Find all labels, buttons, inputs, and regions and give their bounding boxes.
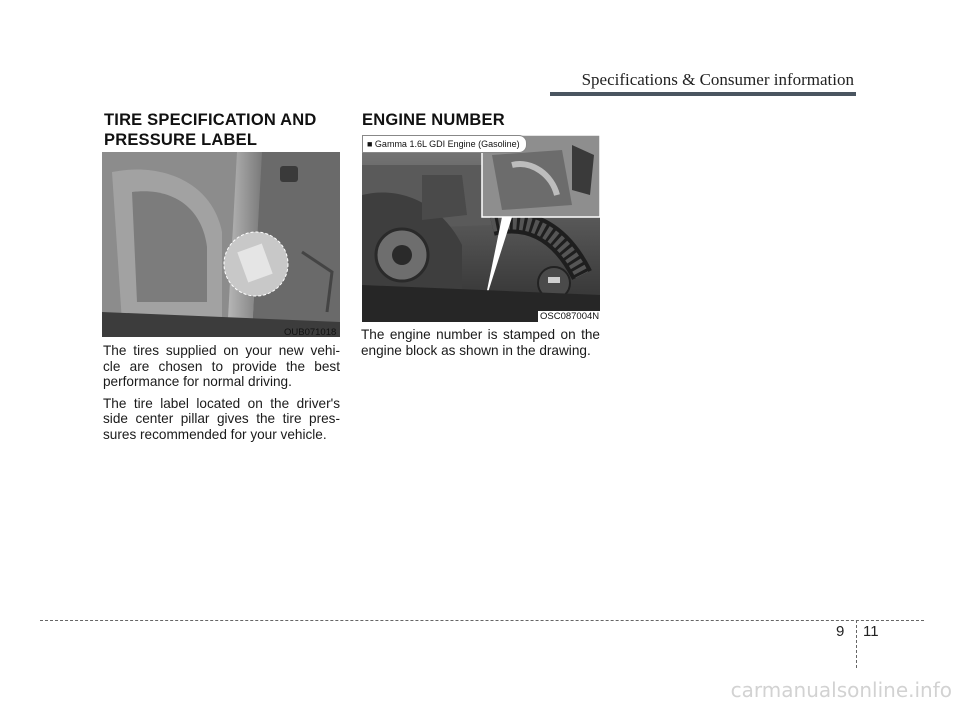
- engine-photo-code: OSC087004N: [540, 311, 600, 322]
- tire-section-heading: [104, 110, 317, 150]
- tire-heading-line2: PRESSURE LABEL: [104, 131, 258, 149]
- header-rule: [550, 92, 856, 96]
- footer-rule: [40, 620, 924, 621]
- tire-paragraph-1: The tires supplied on your new vehi- cle are chosen to provide the best performance for normal driving.: [103, 343, 340, 389]
- page-divider: [856, 620, 857, 668]
- page-number: 11: [863, 623, 879, 640]
- engine-body-text: [361, 327, 600, 364]
- engine-section-heading: ENGINE NUMBER: [362, 111, 505, 129]
- header-section-title: Specifications & Consumer information: [581, 70, 854, 89]
- tire-body-text: [103, 343, 340, 448]
- chapter-number: 9: [836, 623, 845, 640]
- tire-label-photo: [102, 152, 340, 337]
- engine-photo: [362, 135, 600, 322]
- engine-paragraph: The engine number is stamped on the engine block as shown in the drawing.: [361, 327, 600, 358]
- engine-photo-caption: ■ Gamma 1.6L GDI Engine (Gasoline): [362, 135, 527, 153]
- tire-heading-line1: TIRE SPECIFICATION AND: [104, 111, 317, 129]
- tire-paragraph-2: The tire label located on the driver's side center pillar gives the tire pres- sures recommended for your vehicle.: [103, 395, 340, 442]
- watermark-text: carmanualsonline.info: [730, 678, 952, 702]
- tire-photo-code: OUB071018: [284, 327, 337, 338]
